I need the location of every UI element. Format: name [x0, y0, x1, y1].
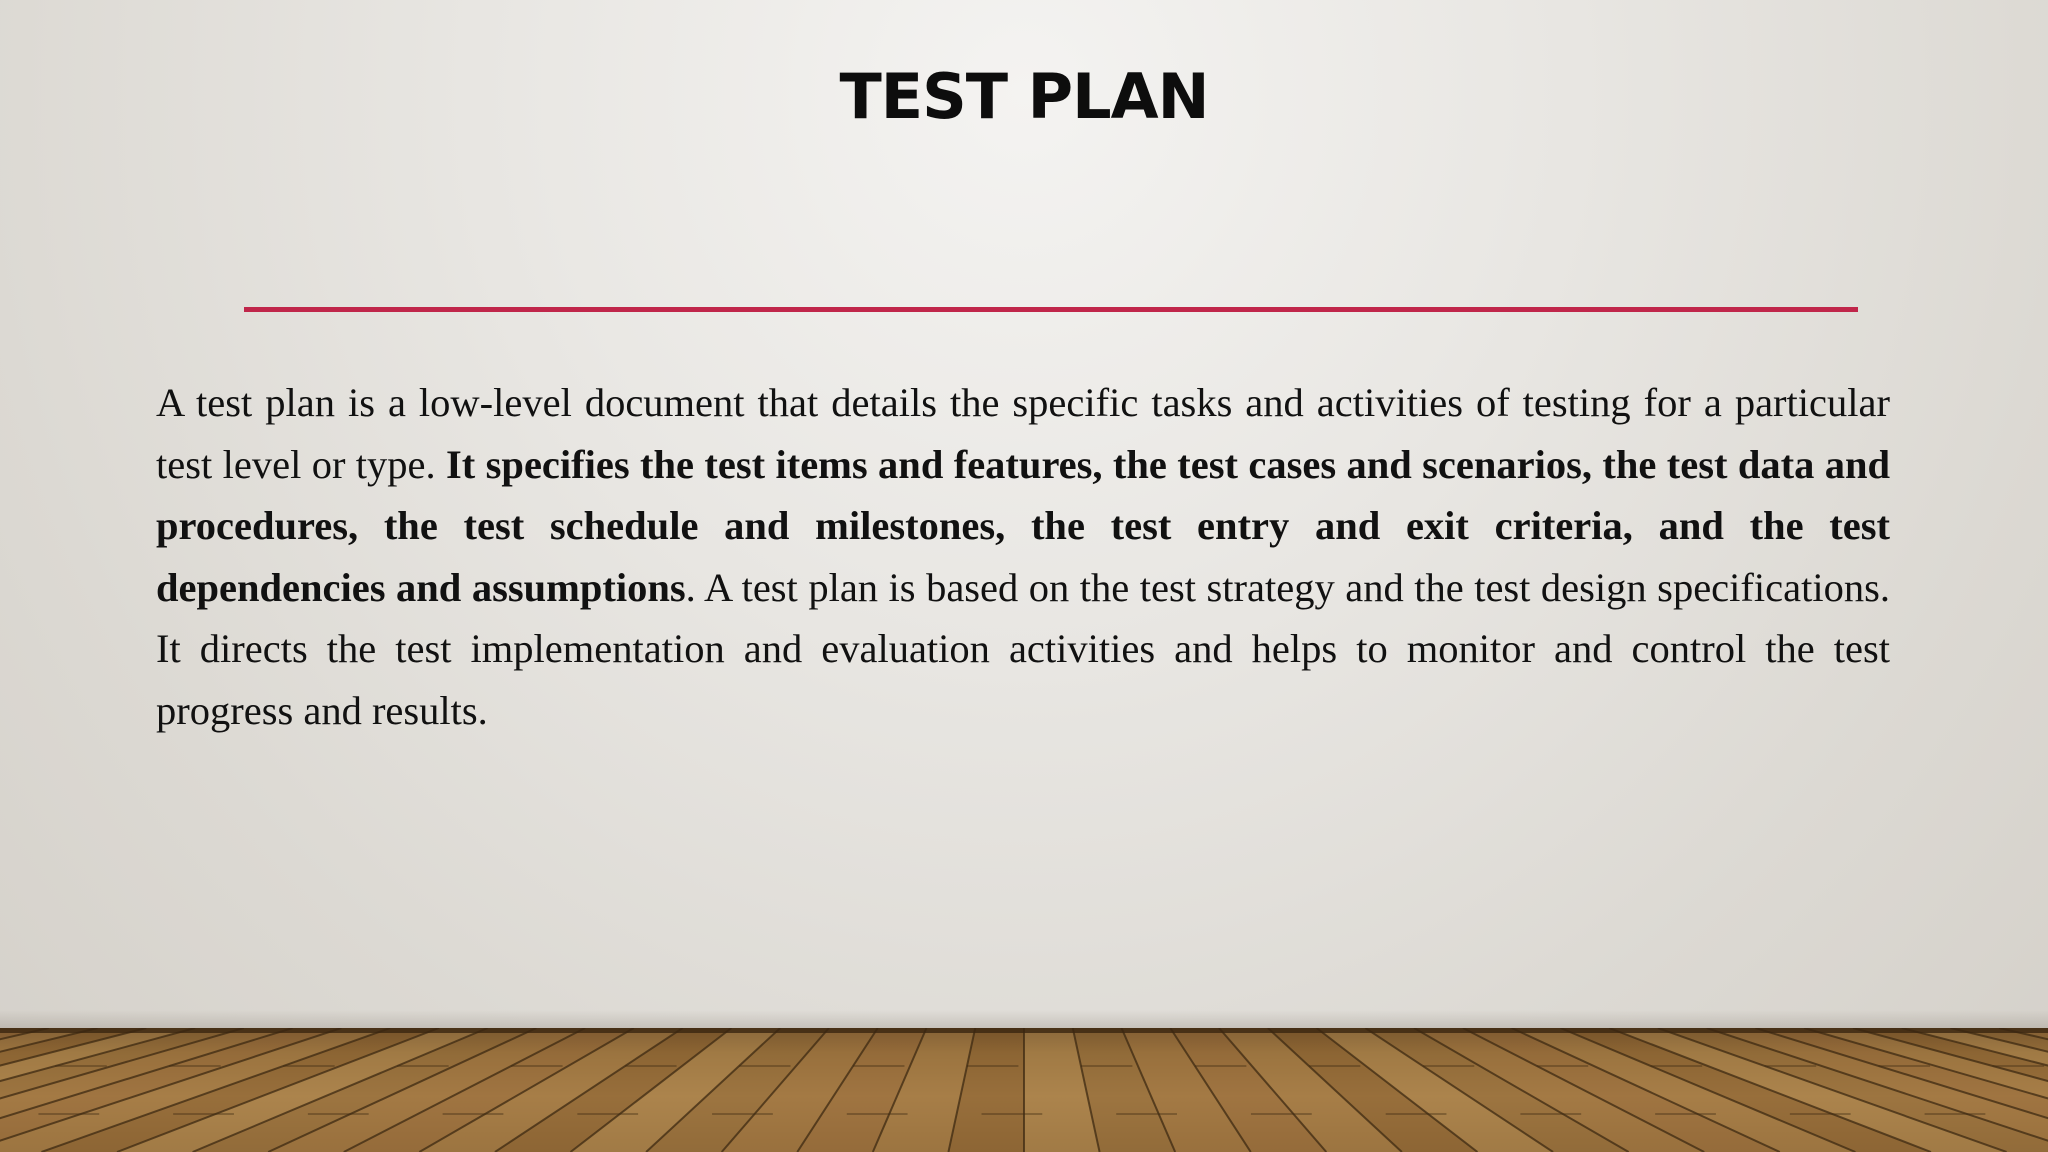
- body-text-intro: A test plan is a low-level document that details the specific tasks and activities of testing for a particular test level or type.: [156, 380, 1890, 487]
- body-paragraph: [156, 372, 1890, 741]
- wood-floor-background: [0, 1028, 2048, 1152]
- body-text-rest: . A test plan is based on the test strategy and the test design specifications. It directs the test implementation and evaluation activities and helps to monitor and control the test progress and results.: [156, 564, 1890, 733]
- body-text-bold: It specifies the test items and features, the test cases and scenarios, the test data and procedures, the test schedule and milestones, the test entry and exit criteria, and the test dependencies and assumptions: [156, 441, 1890, 610]
- floor-baseboard-edge: [0, 1028, 2048, 1033]
- slide-title: TEST PLAN: [839, 60, 1209, 133]
- wood-planks-graphic: [0, 1028, 2048, 1152]
- title-divider: [244, 307, 1858, 312]
